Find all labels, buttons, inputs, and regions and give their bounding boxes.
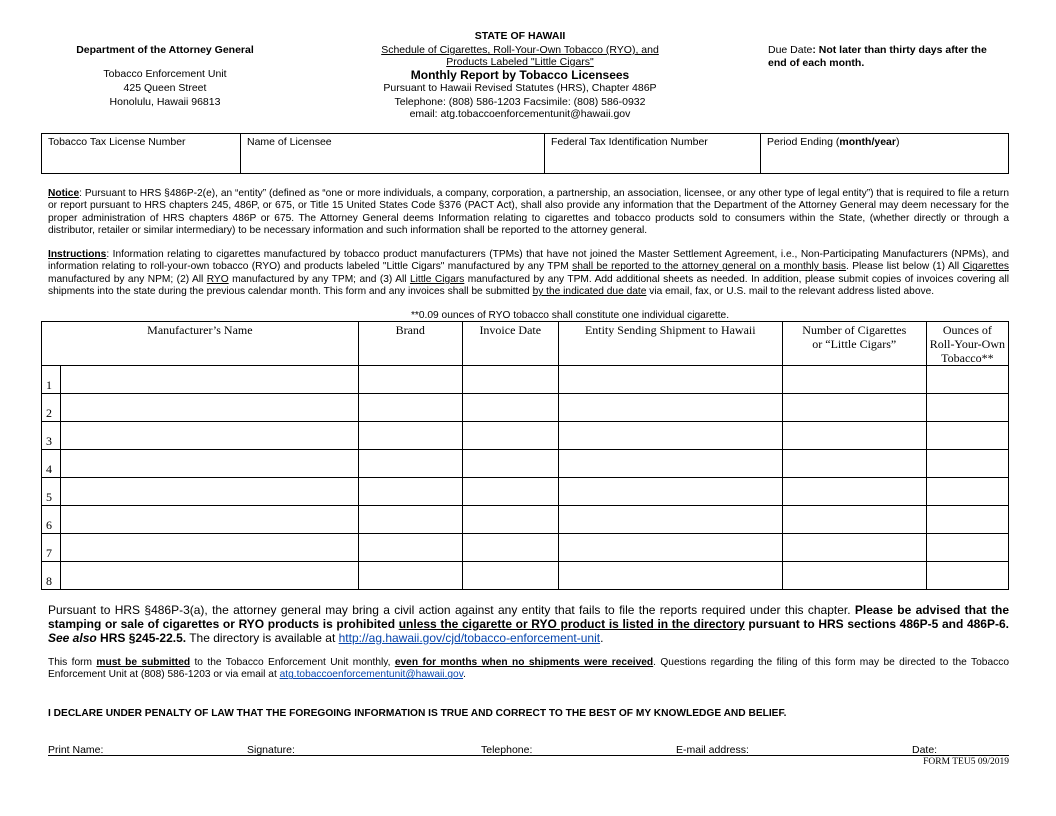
civil-action-b1: Please be advised that the stamping or sale of cigarettes or RYO products is prohibited (48, 603, 1009, 631)
row-number-label: 7 (46, 546, 52, 560)
col-ounces-line1: Ounces of (942, 323, 992, 337)
col-ounces-line3: Tobacco** (941, 351, 994, 365)
see-also: See also (48, 631, 97, 645)
invoice-date-cell[interactable] (462, 394, 558, 422)
row-number-label: 5 (46, 490, 52, 504)
civil-action-t1: Pursuant to HRS §486P-3(a), the attorney general may bring a civil action against any entity that fails to file the reports required under this chapter. (48, 603, 855, 617)
table-row (42, 450, 1009, 478)
entity-cell[interactable] (558, 422, 782, 450)
manufacturer-cell[interactable] (61, 478, 359, 506)
civil-action-b2: pursuant to HRS sections 486P-5 and 486P-6. (744, 617, 1009, 631)
row-number (42, 534, 61, 562)
license-info-table (41, 133, 1009, 174)
col-entity (558, 322, 782, 366)
row-number (42, 562, 61, 590)
license-number-label: Tobacco Tax License Number (48, 136, 186, 148)
ounces-cell[interactable] (926, 422, 1008, 450)
ounces-cell[interactable] (926, 366, 1008, 394)
cigarettes-cell[interactable] (782, 534, 926, 562)
schedule-line-1: Schedule of Cigarettes, Roll-Your-Own Tobacco (RYO), and (381, 44, 659, 56)
col-manufacturer-label: Manufacturer’s Name (147, 323, 253, 337)
row-number-label: 8 (46, 574, 52, 588)
col-entity-label: Entity Sending Shipment to Hawaii (584, 323, 756, 337)
row-number (42, 366, 61, 394)
cigarettes-cell[interactable] (782, 450, 926, 478)
entity-cell[interactable] (558, 450, 782, 478)
invoice-date-cell[interactable] (462, 534, 558, 562)
signature-label: Signature: (247, 744, 295, 756)
civil-action-bu: unless the cigarette or RYO product is listed in the directory (398, 617, 745, 631)
col-cigarettes (782, 322, 926, 366)
brand-cell[interactable] (358, 422, 462, 450)
row-number (42, 478, 61, 506)
ryo-note: **0.09 ounces of RYO tobacco shall constitute one individual cigarette. (410, 310, 730, 321)
instructions-u3: RYO (206, 273, 229, 285)
invoice-date-cell[interactable] (462, 450, 558, 478)
table-row (42, 422, 1009, 450)
license-number-field[interactable] (42, 134, 241, 174)
licensee-name-field[interactable] (241, 134, 545, 174)
col-cigarettes-line2: or “Little Cigars” (812, 337, 897, 351)
print-name-field[interactable] (48, 744, 103, 756)
brand-cell[interactable] (358, 562, 462, 590)
due-date (768, 44, 1008, 69)
federal-tax-id-label: Federal Tax Identification Number (551, 136, 708, 148)
schedule-line-2: Products Labeled "Little Cigars" (446, 56, 594, 68)
row-number-label: 6 (46, 518, 52, 532)
form-id: FORM TEU5 09/2019 (923, 757, 1009, 767)
due-date-label: Due Date (768, 44, 813, 56)
entity-cell[interactable] (558, 478, 782, 506)
notice-paragraph (48, 188, 1009, 238)
invoice-date-cell[interactable] (462, 478, 558, 506)
federal-tax-id-field[interactable] (545, 134, 761, 174)
statute-reference: Pursuant to Hawaii Revised Statutes (HRS), Chapter 486P (383, 82, 657, 94)
submission-t4: . (463, 669, 466, 681)
directory-link[interactable]: http://ag.hawaii.gov/cjd/tobacco-enforcement-unit (338, 631, 601, 645)
period-ending-field[interactable] (761, 134, 1009, 174)
row-number (42, 422, 61, 450)
row-number (42, 450, 61, 478)
phone-fax: Telephone: (808) 586-1203 Facsimile: (808) 586-0932 (394, 96, 646, 108)
row-number-label: 3 (46, 434, 52, 448)
col-ounces (926, 322, 1008, 366)
cigarettes-cell[interactable] (782, 394, 926, 422)
submission-t2: to the Tobacco Enforcement Unit monthly, (190, 657, 395, 668)
state-title: STATE OF HAWAII (474, 30, 566, 42)
submission-paragraph (48, 657, 1009, 682)
row-number-label: 4 (46, 462, 52, 476)
brand-cell[interactable] (358, 534, 462, 562)
col-ounces-line2: Roll-Your-Own (929, 337, 1005, 351)
invoice-date-cell[interactable] (462, 562, 558, 590)
telephone-label: Telephone: (481, 744, 533, 756)
manufacturer-cell[interactable] (61, 422, 359, 450)
instructions-t5: manufactured by any TPM. Add additional sheets as needed. In addition, please submit copies of invoices covering all shipments into the state during the previous calendar month. This form and any invoices shall be submitted (48, 273, 1010, 298)
table-row (42, 506, 1009, 534)
notice-text: : Pursuant to HRS §486P-2(e), an “entity” (defined as “one or more individuals, a company, corporation, a partnership, an association, licensee, or any other type of legal entity”) that is required to file a return or report pursuant to HRS chapters 245, 486P, or 675, or Title 15 United States Code §376 (PACT Act), shall also provide any information that the Department of the Attorney General may deem necessary for the proper administration of HRS chapters 486P or 675. The Attorney General deems Information relating to cigarettes and tobacco products sold to consumers within the State, (whether directly or through a distributor, retailer or similar intermediary) to be necessary information and such information shall be reported to the attorney general. (48, 188, 1009, 237)
due-date-text-1: : Not later than thirty days after the (812, 44, 987, 56)
col-invoice-date-label: Invoice Date (479, 323, 542, 337)
instructions-t4: manufactured by any TPM; and (3) All (228, 273, 410, 285)
manufacturer-cell[interactable] (61, 562, 359, 590)
period-prefix: Period Ending ( (767, 136, 840, 148)
col-cigarettes-line1: Number of Cigarettes (802, 323, 907, 337)
col-manufacturer (42, 322, 359, 366)
cigarettes-cell[interactable] (782, 478, 926, 506)
contact-email: email: atg.tobaccoenforcementunit@hawaii.gov (409, 108, 631, 120)
period-suffix: ) (896, 136, 900, 148)
instructions-u2: Cigarettes (962, 261, 1009, 273)
email-label: E-mail address: (676, 744, 749, 756)
table-row (42, 366, 1009, 394)
instructions-label: Instructions (48, 249, 107, 260)
manufacturer-cell[interactable] (61, 506, 359, 534)
licensee-name-label: Name of Licensee (247, 136, 332, 148)
instructions-t1: : Information relating to cigarettes manufactured by tobacco product manufacturers (TPMs) that have not joined the Master Settlement Agreement, i.e., Non-Participating Manufacturers (NPMs), and information relating to roll-your-own tobacco (RYO) and products labeled "Little Cigars" manufactured by any TPM (48, 249, 1009, 273)
table-row (42, 394, 1009, 422)
submission-u2: even for months when no shipments were received (394, 657, 654, 668)
ounces-cell[interactable] (926, 506, 1008, 534)
ounces-cell[interactable] (926, 478, 1008, 506)
manufacturer-cell[interactable] (61, 450, 359, 478)
print-name-label: Print Name: (48, 744, 104, 756)
row-number (42, 394, 61, 422)
row-number-label: 2 (46, 406, 52, 420)
telephone-field[interactable] (481, 744, 532, 756)
cigarettes-cell[interactable] (782, 506, 926, 534)
ounces-cell[interactable] (926, 450, 1008, 478)
entity-cell[interactable] (558, 366, 782, 394)
ounces-cell[interactable] (926, 394, 1008, 422)
col-brand (358, 322, 462, 366)
instructions-u5: by the indicated due date (532, 286, 647, 298)
cigarettes-cell[interactable] (782, 366, 926, 394)
col-brand-label: Brand (395, 323, 425, 337)
ounces-cell[interactable] (926, 562, 1008, 590)
manufacturer-cell[interactable] (61, 394, 359, 422)
civil-action-t3: . (600, 631, 604, 645)
brand-cell[interactable] (358, 478, 462, 506)
col-invoice-date (462, 322, 558, 366)
cigarettes-cell[interactable] (782, 562, 926, 590)
row-number (42, 506, 61, 534)
instructions-u1: shall be reported to the attorney general on a monthly basis (572, 261, 847, 273)
brand-cell[interactable] (358, 366, 462, 394)
cigarettes-cell[interactable] (782, 422, 926, 450)
table-row (42, 562, 1009, 590)
due-date-text-2: end of each month. (768, 56, 865, 69)
date-field[interactable] (912, 744, 937, 756)
civil-action-b3: HRS §245-22.5. (96, 631, 187, 645)
instructions-t3: manufactured by any NPM; (2) All (48, 273, 207, 285)
signature-field[interactable] (247, 744, 295, 756)
submission-t3: . Questions regarding the filing of this form may be directed to the Tobacco Enforcement Unit at (808) 586-1203 or via email at (48, 657, 1009, 681)
entity-cell[interactable] (558, 562, 782, 590)
entity-cell[interactable] (558, 394, 782, 422)
civil-action-t2: The directory is available at (186, 631, 339, 645)
brand-cell[interactable] (358, 450, 462, 478)
table-row (42, 478, 1009, 506)
email-field[interactable] (676, 744, 749, 756)
instructions-paragraph (48, 249, 1009, 299)
invoice-date-cell[interactable] (462, 506, 558, 534)
notice-label: Notice (48, 188, 80, 199)
shipments-table (41, 321, 1009, 590)
manufacturer-cell[interactable] (61, 534, 359, 562)
period-bold: month/year (839, 136, 896, 148)
table-header-row (42, 322, 1009, 366)
street-address: 425 Queen Street (123, 82, 207, 94)
row-number-label: 1 (46, 378, 52, 392)
table-row (42, 534, 1009, 562)
date-label: Date: (912, 744, 938, 756)
invoice-date-cell[interactable] (462, 366, 558, 394)
email-link[interactable]: atg.tobaccoenforcementunit@hawaii.gov (279, 669, 464, 681)
brand-cell[interactable] (358, 394, 462, 422)
department-name: Department of the Attorney General (76, 44, 254, 56)
brand-cell[interactable] (358, 506, 462, 534)
city-address: Honolulu, Hawaii 96813 (109, 96, 221, 108)
instructions-t6: via email, fax, or U.S. mail to the relevant address listed above. (646, 286, 935, 298)
submission-t1: This form (48, 657, 97, 668)
instructions-t2: . Please list below (1) All (846, 261, 963, 273)
entity-cell[interactable] (558, 506, 782, 534)
civil-action-paragraph (48, 603, 1009, 645)
unit-name: Tobacco Enforcement Unit (103, 68, 227, 80)
manufacturer-cell[interactable] (61, 366, 359, 394)
invoice-date-cell[interactable] (462, 422, 558, 450)
instructions-u4: Little Cigars (409, 273, 465, 285)
entity-cell[interactable] (558, 534, 782, 562)
declaration: I DECLARE UNDER PENALTY OF LAW THAT THE FOREGOING INFORMATION IS TRUE AND CORRECT TO THE BEST OF MY KNOWLEDGE AND BELIEF. (48, 708, 787, 719)
submission-u1: must be submitted (96, 657, 191, 668)
report-title: Monthly Report by Tobacco Licensees (410, 68, 630, 82)
ounces-cell[interactable] (926, 534, 1008, 562)
